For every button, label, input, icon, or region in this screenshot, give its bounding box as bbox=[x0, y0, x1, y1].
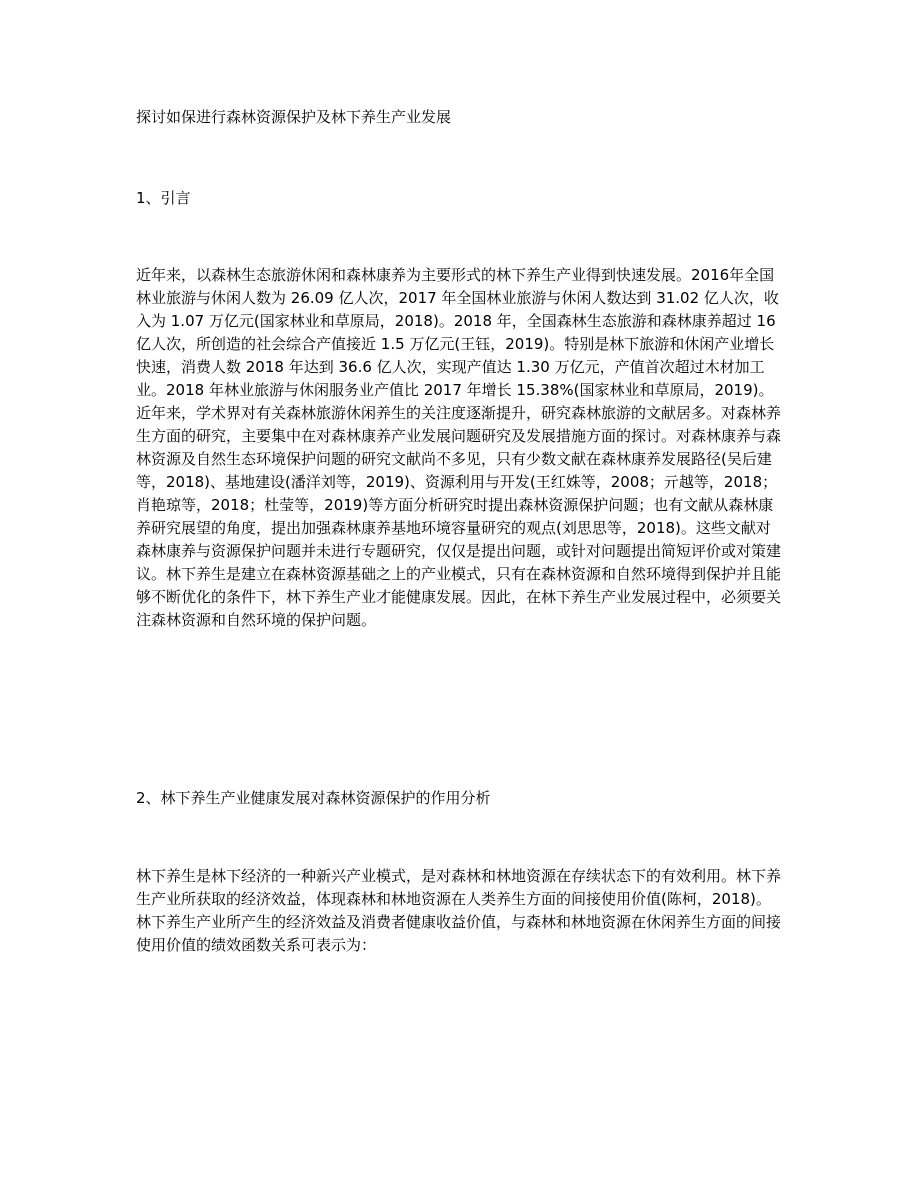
section-paragraph-introduction: 近年来，以森林生态旅游休闲和森林康养为主要形式的林下养生产业得到快速发展。2016年全国林业旅游与休闲人数为 26.09 亿人次，2017 年全国林业旅游与休闲人数达到 31.02 亿人次，收入为 1.07 万亿元(国家林业和草原局，2018)。2018 年，全国森林生态旅游和森林康养超过 16 亿人次，所创造的社会综合产值接近 1.5 万亿元(王钰，2019)。特别是林下旅游和休闲产业增长快速，消费人数 2018 年达到 36.6 亿人次，实现产值达 1.30 万亿元，产值首次超过木材加工业。2018 年林业旅游与休闲服务业产值比 2017 年增长 15.38%(国家林业和草原局，2019)。近年来，学术界对有关森林旅游休闲养生的关注度逐渐提升，研究森林旅游的文献居多。对森林养生方面的研究，主要集中在对森林康养产业发展问题研究及发展措施方面的探讨。对森林康养与森林资源及自然生态环境保护问题的研究文献尚不多见，只有少数文献在森林康养发展路径(吴后建等，2018)、基地建设(潘洋刘等，2019)、资源利用与开发(王红姝等，2008；亓越等，2018；肖艳琼等，2018；杜莹等，2019)等方面分析研究时提出森林资源保护问题；也有文献从森林康养研究展望的角度，提出加强森林康养基地环境容量研究的观点(刘思思等，2018)。这些文献对森林康养与资源保护问题并未进行专题研究，仅仅是提出问题，或针对问题提出简短评价或对策建议。林下养生是建立在森林资源基础之上的产业模式，只有在森林资源和自然环境得到保护并且能够不断优化的条件下，林下养生产业才能健康发展。因此，在林下养生产业发展过程中，必须要关注森林资源和自然环境的保护问题。 bbox=[136, 266, 782, 629]
section-paragraph-analysis: 林下养生是林下经济的一种新兴产业模式，是对森林和林地资源在存续状态下的有效利用。林下养生产业所获取的经济效益，体现森林和林地资源在人类养生方面的间接使用价值(陈柯，2018)。林下养生产业所产生的经济效益及消费者健康收益价值，与森林和林地资源在休闲养生方面的间接使用价值的绩效函数关系可表示为： bbox=[136, 867, 782, 954]
document-title: 探讨如保进行森林资源保护及林下养生产业发展 bbox=[136, 108, 452, 126]
section-heading-introduction: 1、引言 bbox=[136, 189, 191, 207]
section-heading-analysis: 2、林下养生产业健康发展对森林资源保护的作用分析 bbox=[136, 789, 491, 807]
